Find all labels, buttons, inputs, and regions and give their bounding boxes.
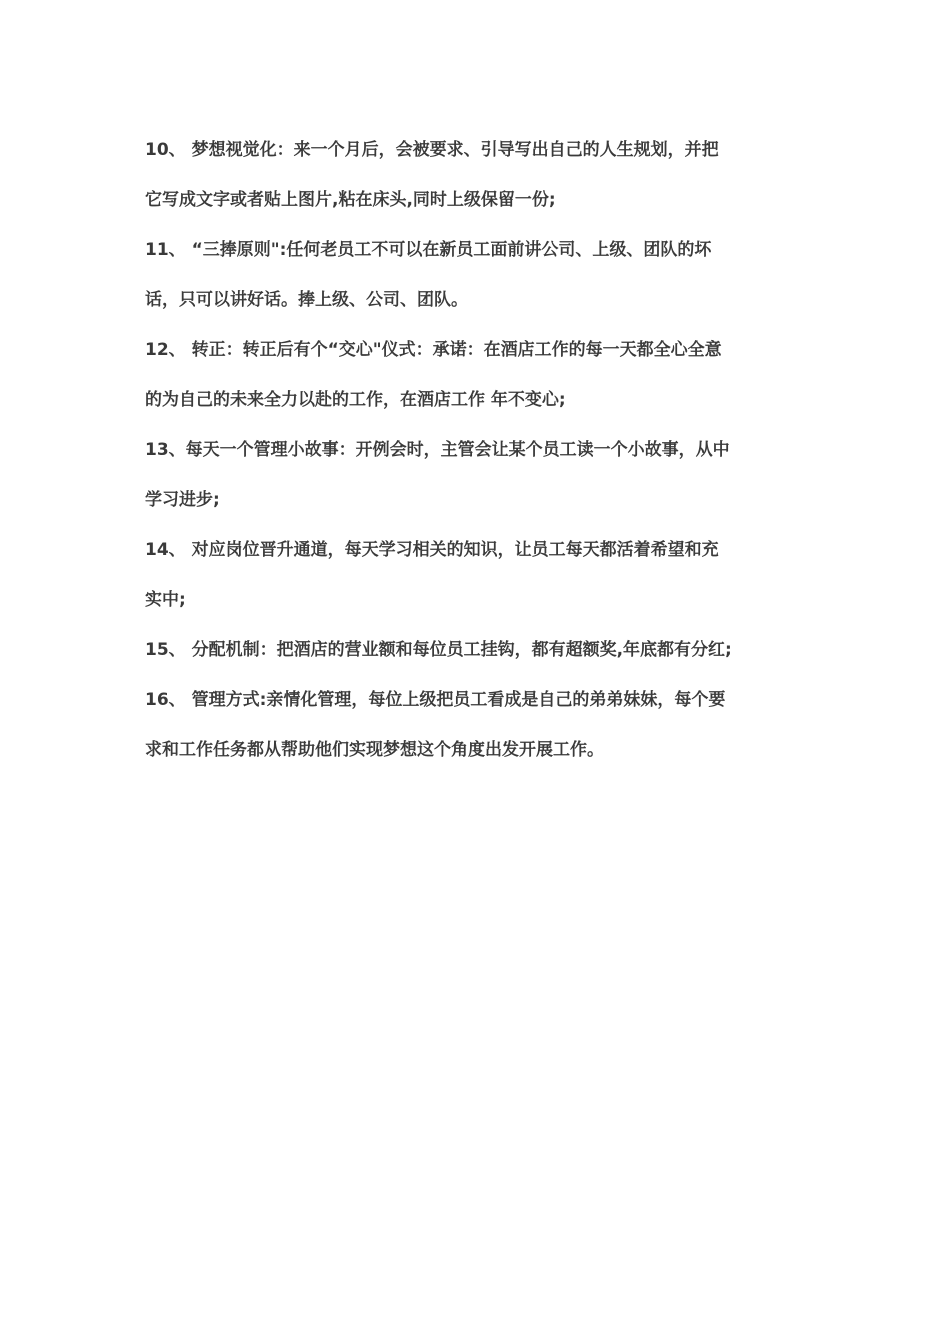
list-item-16 <box>145 678 815 778</box>
text-line: 实中; <box>145 590 186 610</box>
list-item-14 <box>145 528 815 628</box>
text-line: 求和工作任务都从帮助他们实现梦想这个角度出发开展工作。 <box>145 740 604 760</box>
text-line: 学习进步; <box>145 490 220 510</box>
text-line: 10、 梦想视觉化：来一个月后，会被要求、引导写出自己的人生规划，并把 <box>145 140 719 160</box>
text-line: 12、 转正：转正后有个“交心"仪式：承诺：在酒店工作的每一天都全心全意 <box>145 340 722 360</box>
text-line: 它写成文字或者贴上图片,粘在床头,同时上级保留一份; <box>145 190 556 210</box>
text-line: 11、 “三捧原则":任何老员工不可以在新员工面前讲公司、上级、团队的坏 <box>145 240 712 260</box>
text-line: 15、 分配机制：把酒店的营业额和每位员工挂钩，都有超额奖,年底都有分红; <box>145 640 732 660</box>
list-item-12 <box>145 328 815 428</box>
text-line: 14、 对应岗位晋升通道，每天学习相关的知识，让员工每天都活着希望和充 <box>145 540 719 560</box>
list-item-10 <box>145 128 815 228</box>
document-body <box>145 128 815 778</box>
text-line: 的为自己的未来全力以赴的工作，在酒店工作 年不变心; <box>145 390 566 410</box>
text-line: 13、每天一个管理小故事：开例会时，主管会让某个员工读一个小故事，从中 <box>145 440 730 460</box>
text-line: 16、 管理方式:亲情化管理，每位上级把员工看成是自己的弟弟妹妹，每个要 <box>145 690 726 710</box>
list-item-13 <box>145 428 815 528</box>
text-line: 话，只可以讲好话。捧上级、公司、团队。 <box>145 290 468 310</box>
list-item-11 <box>145 228 815 328</box>
list-item-15 <box>145 628 815 678</box>
